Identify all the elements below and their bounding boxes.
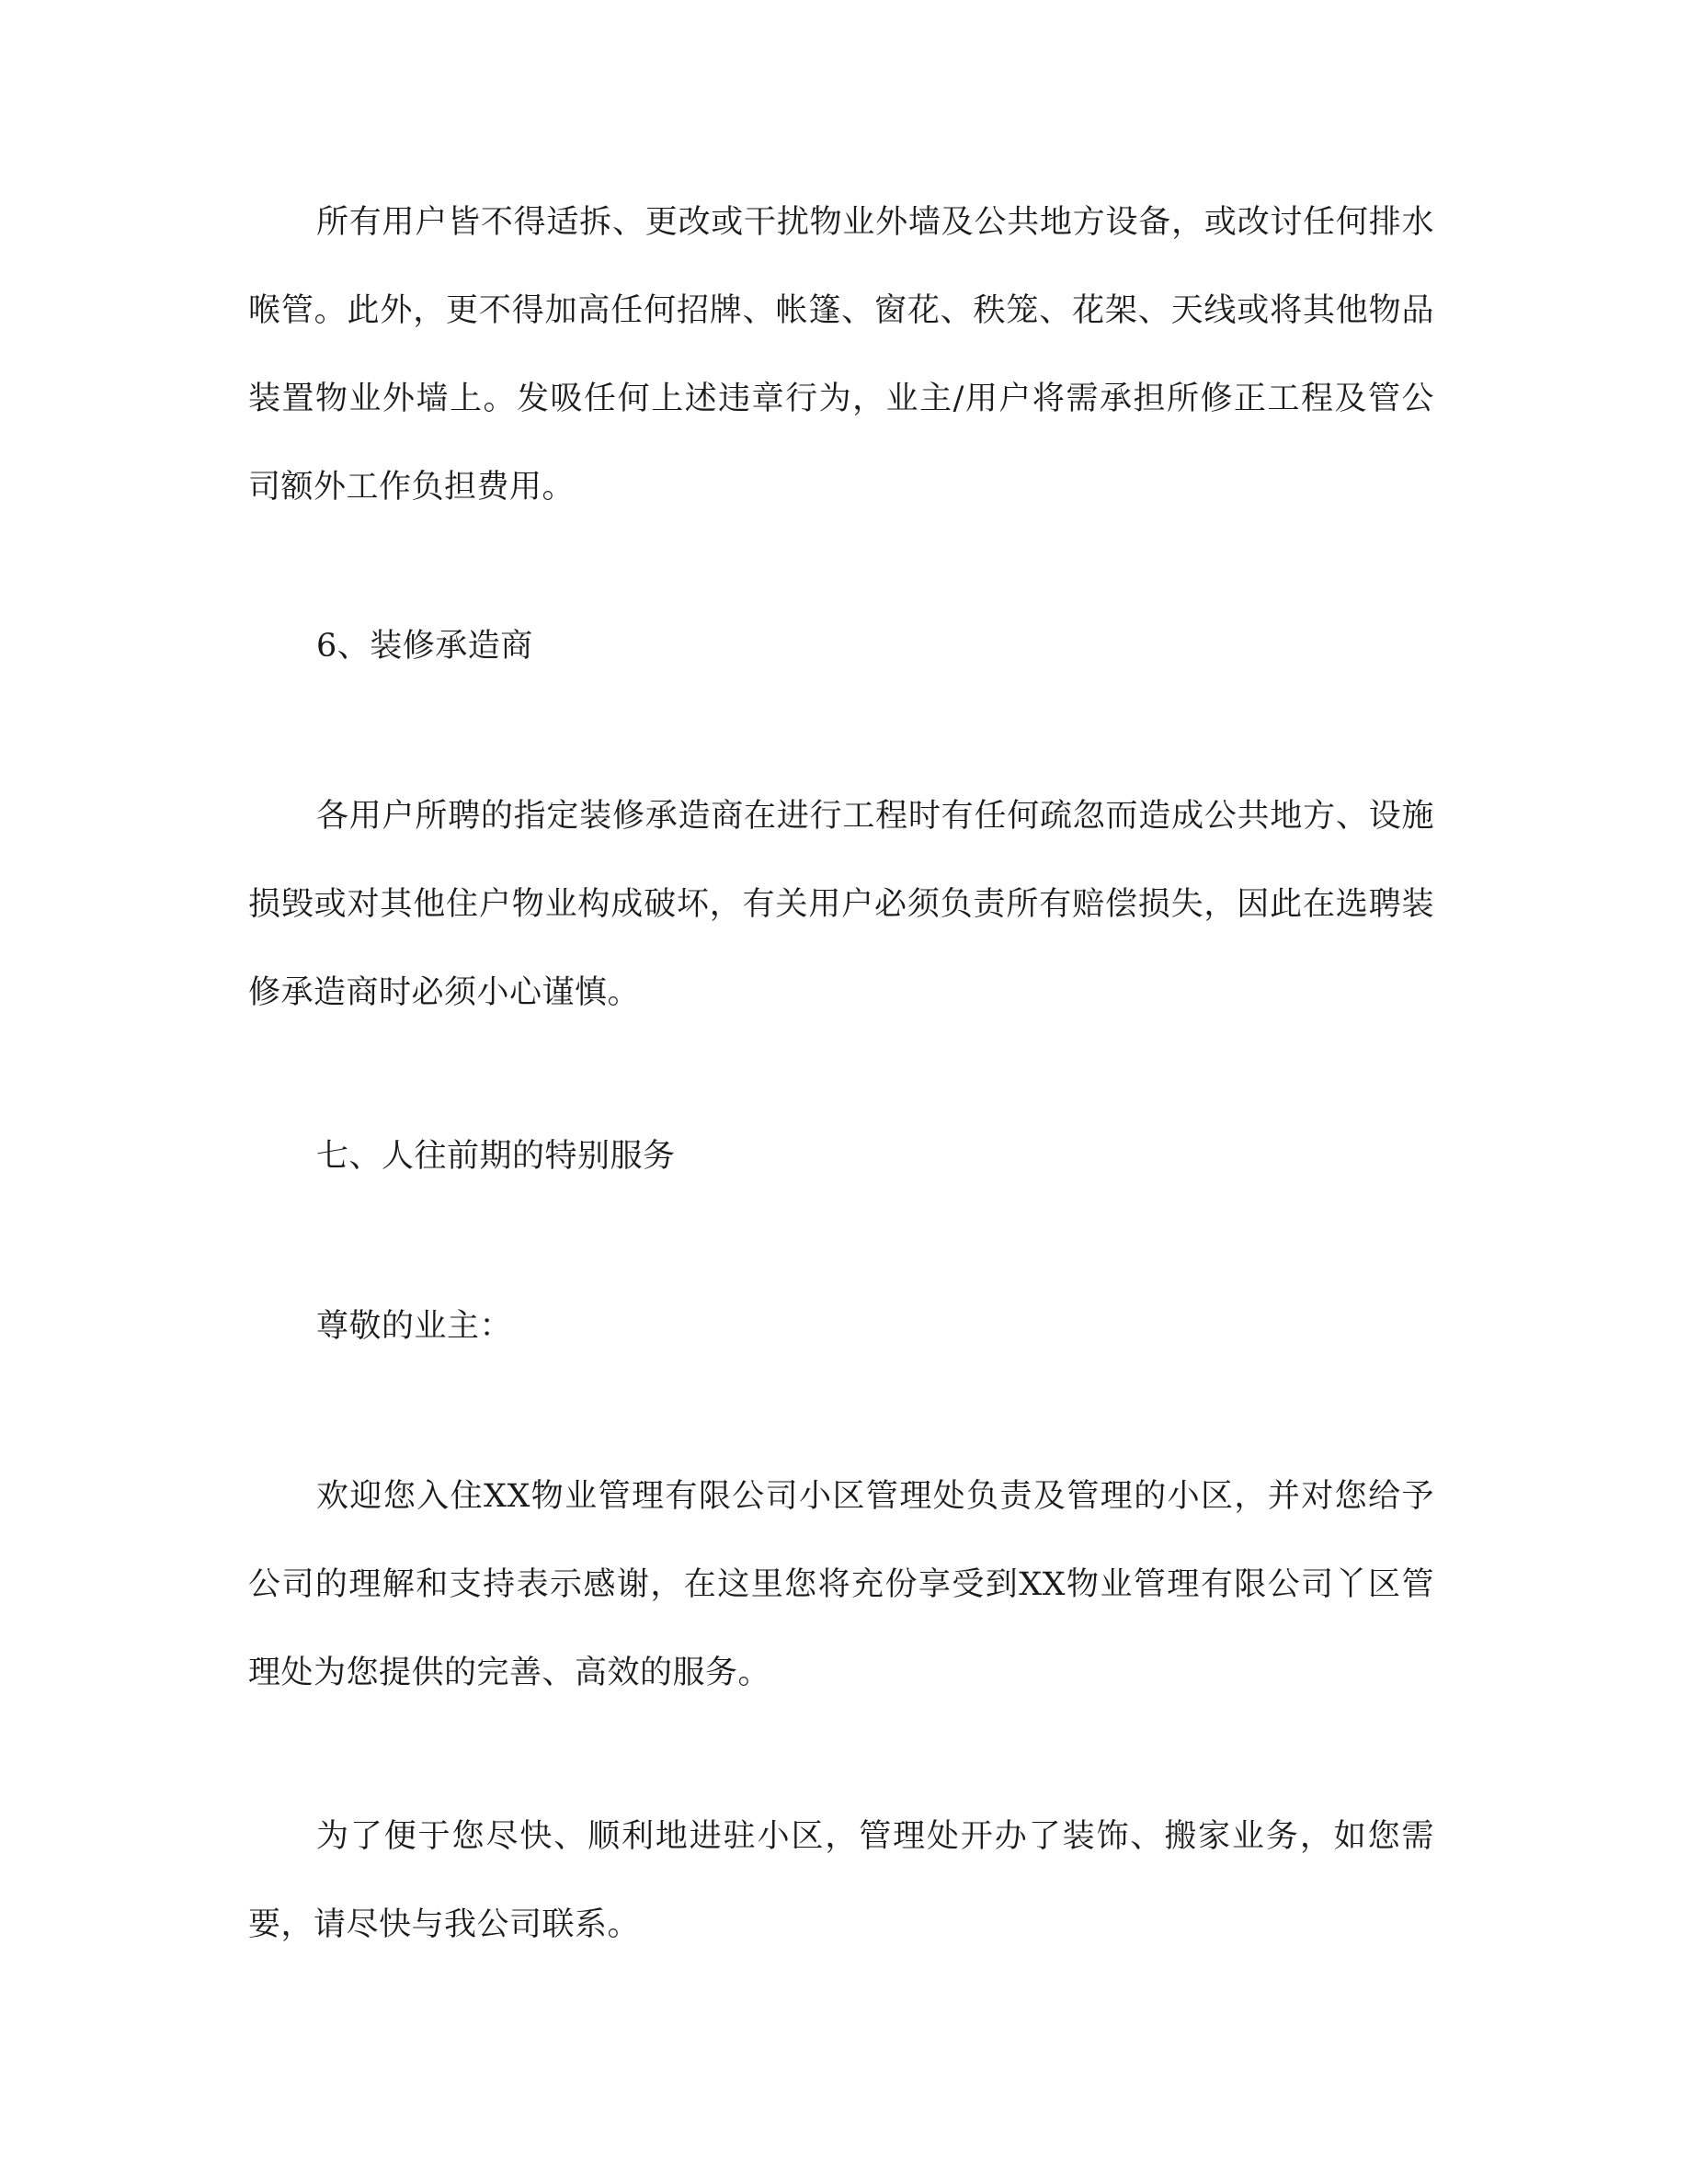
salutation: 尊敬的业主：: [316, 1308, 513, 1345]
paragraph-welcome: 欢迎您入住XX物业管理有限公司小区管理处负责及管理的小区，并对您给予公司的理解和支持表示感谢，在这里您将充份享受到XX物业管理有限公司丫区管理处为您提供的完善、高效的服务。: [248, 1478, 1434, 1691]
section-heading-special-services: 七、人往前期的特别服务: [316, 1138, 676, 1175]
section-heading-contractors: 6、装修承造商: [316, 628, 533, 665]
paragraph-contractor-liability: 各用户所聘的指定装修承造商在进行工程时有任何疏忽而造成公共地方、设施损毁或对其他住户物业构成破坏，有关用户必须负责所有赔偿损失，因此在选聘装修承造商时必须小心谨慎。: [248, 798, 1434, 1011]
paragraph-exterior-wall-rules: 所有用户皆不得适拆、更改或干扰物业外墙及公共地方设备，或改讨任何排水喉管。此外，更不得加高任何招牌、帐篷、窗花、秩笼、花架、天线或将其他物品装置物业外墙上。发吸任何上述违章行为，业主/用户将需承担所修正工程及管公司额外工作负担费用。: [248, 204, 1434, 506]
paragraph-moving-services: 为了便于您尽快、顺利地进驻小区，管理处开办了装饰、搬家业务，如您需要，请尽快与我公司联系。: [248, 1818, 1434, 1943]
